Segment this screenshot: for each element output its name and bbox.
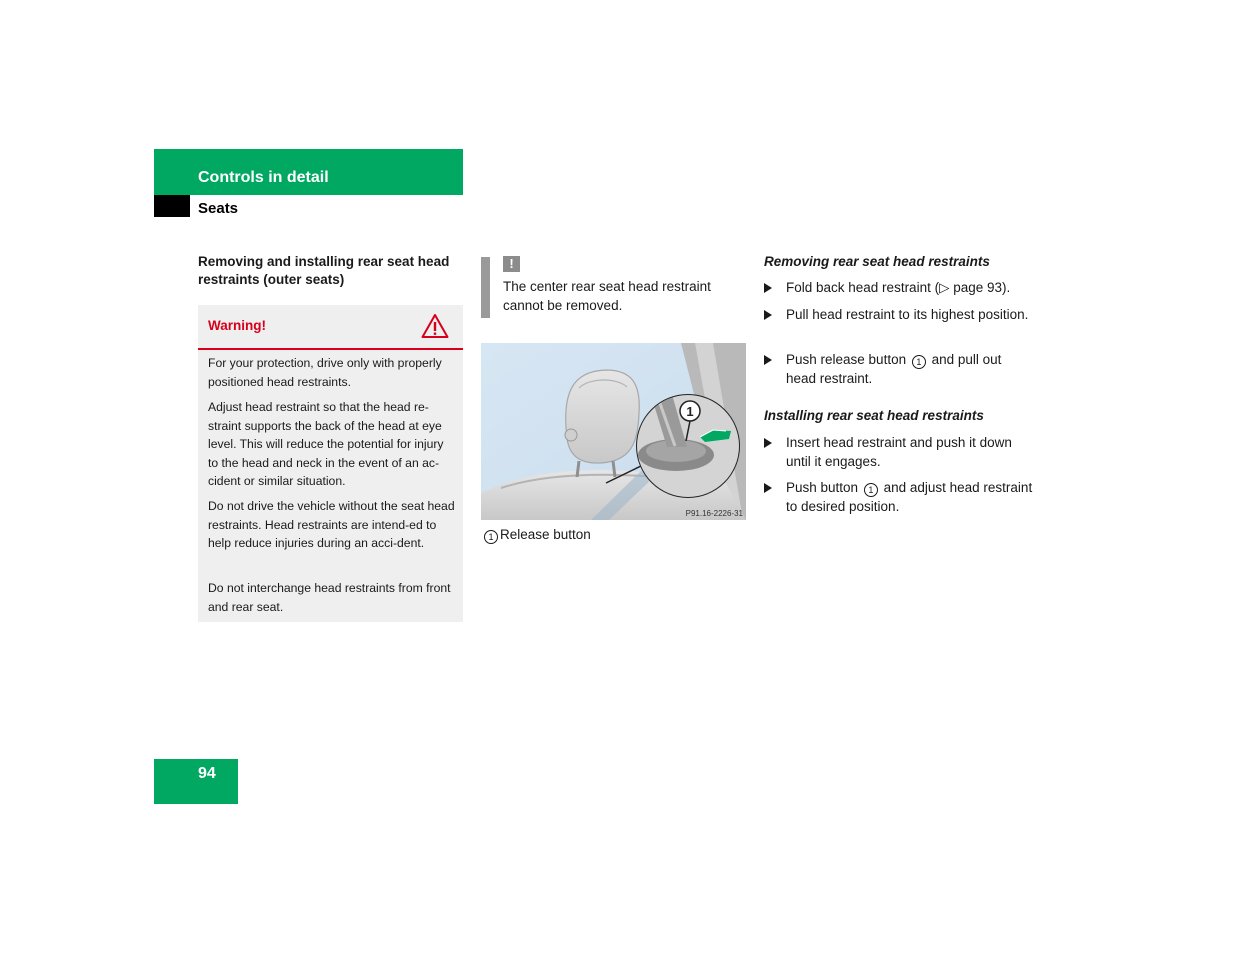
bullet-arrow-icon [764,355,772,365]
warning-label: Warning! [208,318,266,333]
bullet-arrow-icon [764,310,772,320]
installing-step: Insert head restraint and push it down until it engages. [764,434,1034,471]
page-number: 94 [198,765,216,782]
removing-step: Pull head restraint to its highest position. [764,306,1034,325]
removing-step: Fold back head restraint (▷ page 93). [764,279,1034,298]
warning-paragraph: For your protection, drive only with properly positioned head restraints. [208,356,442,389]
figure-caption [482,525,591,544]
callout-number: 1 [864,483,878,497]
section-heading: Removing and installing rear seat head restraints (outer seats) [198,254,450,287]
figure-code: P91.16-2226-31 [685,509,743,518]
exclamation-icon: ! [503,256,520,272]
bullet-arrow-icon [764,283,772,293]
note-bar [481,257,490,318]
caption-number: 1 [484,530,498,544]
warning-paragraph: Do not interchange head restraints from front and rear seat. [208,581,451,614]
bullet-arrow-icon [764,483,772,493]
warning-triangle-icon [421,313,449,339]
callout-number: 1 [912,355,926,369]
installing-step: Push button 1 and adjust head restraint to desired position. [764,479,1034,516]
section-title: Seats [198,200,239,217]
section-marker [154,195,190,217]
warning-paragraph: Adjust head restraint so that the head re-straint supports the back of the head at eye level. This will reduce the potential for injury to the head and neck in the event of an ac-cident or similar situation. [208,400,444,488]
caption-text: Release button [500,527,591,542]
head-restraint-illustration [481,343,746,520]
callout-number: 1 [686,404,694,419]
note-text: The center rear seat head restraint cannot be removed. [503,279,711,313]
warning-paragraph: Do not drive the vehicle without the seat head restraints. Head restraints are intend-ed to help reduce injuries during an acci-dent. [208,499,455,550]
bullet-arrow-icon [764,438,772,448]
removing-step: Push release button 1 and pull out head restraint. [764,351,1034,388]
chapter-title: Controls in detail [198,169,329,186]
removing-heading: Removing rear seat head restraints [764,254,990,269]
installing-heading: Installing rear seat head restraints [764,408,984,423]
